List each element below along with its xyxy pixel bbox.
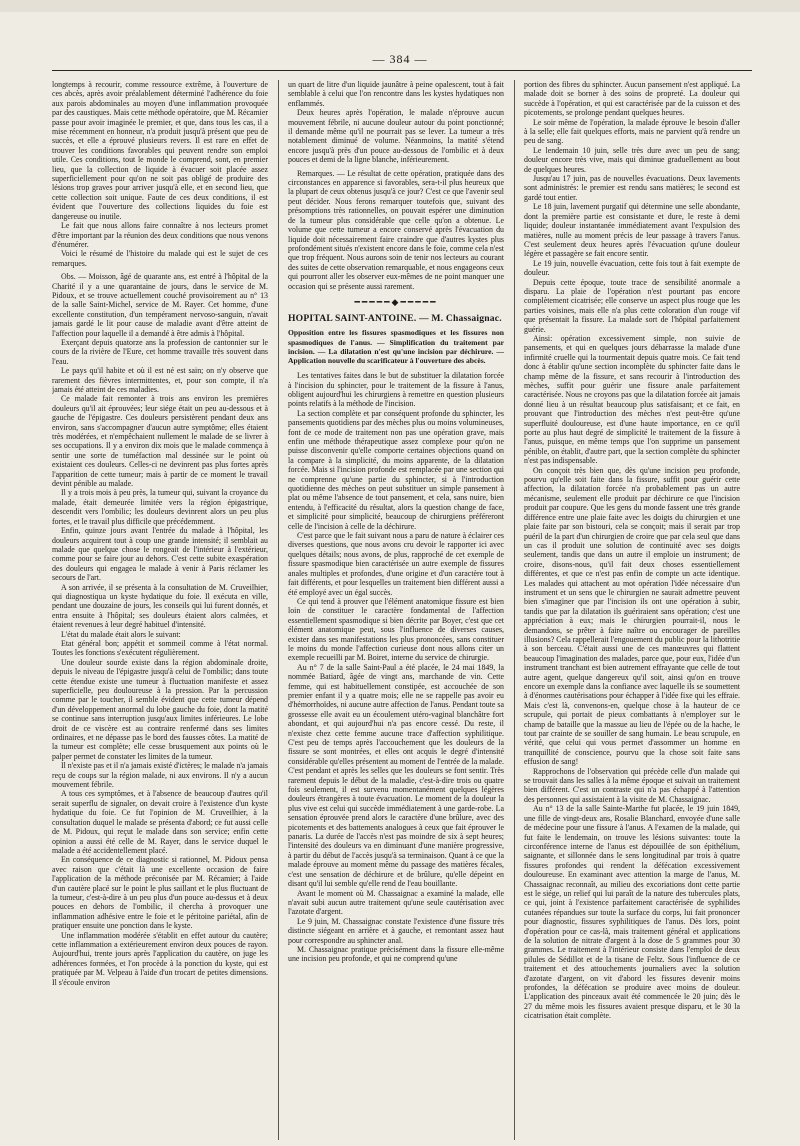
- paragraph: Enfin, quinze jours avant l'entrée du malade à l'hôpital, les douleurs acquirent tout à coup une grande intensité; il semblait au malade que quelque chose le rongeait de l'intérieur à l'extérieur, comme pour se faire jour au dehors. C'est cette subite exaspération des douleurs qui engagea le malade à venir à Paris réclamer les secours de l'art.: [52, 526, 268, 583]
- paragraph: un quart de litre d'un liquide jaunâtre à peine opalescent, tout à fait semblable à celui que l'on rencontre dans les kystes hydatiques non enflammés.: [288, 80, 504, 108]
- paragraph: Une inflammation modérée s'établit en effet autour du cautère; cette inflammation a extérieurement environ deux pouces de rayon. Aujourd'hui, trente jours après l'application du cautère, on juge les adhérences formées, et l'on procède à la ponction du kyste, qui est pratiquée par M. Velpeau à l'aide d'un trocart de petites dimensions. Il s'écoule environ: [52, 930, 268, 987]
- paragraph: C'est parce que le fait suivant nous a paru de nature à éclairer ces diverses questions, que nous avons cru devoir le rapporter ici avec quelques détails; nous avons, de plus, rapproché de cet exemple de fissure spasmodique bien caractérisée un autre exemple de fissures anales multiples et profondes, d'une origine et d'un caractère tout à fait différents, et pour lesquelles un traitement bien différent aussi a été employé avec un égal succès.: [288, 531, 504, 597]
- paragraph: Il y a trois mois à peu près, la tumeur qui, suivant la croyance du malade, était demeurée limitée vers la région épigastrique, descendit vers l'ombilic; les douleurs devinrent alors un peu plus fortes, et le travail plus difficile que précédemment.: [52, 488, 268, 526]
- paragraph: Exerçant depuis quatorze ans la profession de cantonnier sur le cours de la rivière de l'Eure, cet homme travaille très souvent dans l'eau.: [52, 337, 268, 366]
- column-divider: [514, 80, 515, 1140]
- section-ornament: ━━━━━◆━━━━━: [354, 296, 438, 307]
- remarks-paragraph: Remarques. — Le résultat de cette opération, pratiquée dans des circonstances en apparence si favorables, sera-t-il plus heureux que la plupart de ceux obtenus jusqu'à ce jour? C'est ce que l'avenir seul peut décider. Nous ferons remarquer toutefois que, suivant des présomptions très rationnelles, on pouvait espérer une diminution de la tumeur plus considérable que celle qu'on a obtenue. Le volume que cette tumeur a encore conservé après l'évacuation du liquide doit nécessairement faire craindre que d'autres kystes plus profondément situés n'existent encore dans le foie, comme cela n'est que trop fréquent. Nous aurons soin de tenir nos lecteurs au courant des suites de cette observation remarquable, et nous engageons ceux qui pourront aller les observer eux-mêmes de ne point manquer une occasion qui se présente aussi rarement.: [288, 168, 504, 291]
- paragraph: Avant le moment où M. Chassaignac a examiné la malade, elle n'avait subi aucun autre traitement qu'une seule cautérisation avec l'azotate d'argent.: [288, 888, 504, 917]
- paragraph: Le soir même de l'opération, la malade éprouve le besoin d'aller à la selle; elle fait quelques efforts, mais ne parvient qu'à rendre un peu de sang.: [524, 117, 740, 146]
- column-divider: [278, 80, 279, 1140]
- paragraph: En conséquence de ce diagnostic si rationnel, M. Pidoux pensa avec raison que c'était là une excellente occasion de faire l'application de la méthode préconisée par M. Récamier; à l'aide d'un cautère placé sur le point le plus saillant et le plus fluctuant de la tumeur, c'est-à-dire à un peu plus d'un pouce au-dessus et à deux pouces en dehors de l'ombilic, il chercha à provoquer une inflammation adhésive entre le foie et le péritoine pariétal, afin de pratiquer ensuite une ponction dans le kyste.: [52, 855, 268, 931]
- paragraph: M. Chassaignac pratique précisément dans la fissure elle-même une incision peu profonde, et qui ne comprend qu'une: [288, 944, 504, 964]
- paragraph: Une douleur sourde existe dans la région abdominale droite, depuis le niveau de l'épigastre jusqu'à celui de l'ombilic; dans toute cette étendue existe une tumeur à fluctuation manifeste et assez superficielle, peu douloureuse à la pression. Par la percussion comme par le toucher, il semble évident que cette tumeur dépend d'un développement anormal du lobe gauche du foie, dont la matité se continue sans interruption jusqu'aux limites inférieures. Le lobe droit de ce viscère est au contraire renfermé dans ses limites ordinaires, et ne dépasse pas le bord des fausses côtes. La matité de la tumeur est complète; elle cesse brusquement aux points où le palper permet de constater les limites de la tumeur.: [52, 657, 268, 761]
- paragraph: L'état du malade était alors le suivant:: [61, 629, 181, 639]
- paragraph: Le pays qu'il habite et où il est né est sain; on n'y observe que rarement des fièvres intermittentes, et, pour son compte, il n'a jamais été atteint de ces maladies.: [52, 366, 268, 394]
- paragraph: Voici le résumé de l'histoire du malade qui est le sujet de ces remarques.: [52, 249, 268, 268]
- paragraph: longtemps à recourir, comme ressource extrême, à l'ouverture de ces abcès, après avoir préalablement déterminé l'adhérence du foie aux parois abdominales au moyen d'une inflammation provoquée par des caustiques. Mais cette méthode opératoire, que M. Récamier passe pour avoir imaginée le premier, et que, dans tous les cas, il a mise récemment en honneur, n'a produit jusqu'à présent que peu de succès, et elle a éprouvé plusieurs revers. Il est rare en effet de trouver les conditions favorables qui peuvent rendre son emploi utile. Ces conditions, tout le monde le comprend, sont, en premier lieu, que la collection de liquide à évacuer soit placée assez superficiellement pour qu'on ne soit pas obligé de produire des lésions trop graves pour arriver jusqu'à elle, et en second lieu, que cette collection soit unique. Faute de ces deux conditions, il est évident que l'ouverture des collections liquides du foie est dangereuse ou inutile.: [52, 80, 268, 221]
- paragraph: Ce malade fait remonter à trois ans environ les premières douleurs qu'il ait éprouvées; leur siége était un peu au-dessous et à gauche de l'épigastre. Ces douleurs persistèrent pendant deux ans environ, sans s'accompagner d'aucun autre symptôme; elles étaient très modérées, et n'empêchaient nullement le malade de se livrer à ses occupations. Il y a environ dix mois que le malade commença à sentir une sorte de tuméfaction mal dessinée sur le point où existaient ces douleurs. Celles-ci ne devinrent pas plus fortes après l'apparition de cette tumeur; mais à partir de ce moment le travail devint pénible au malade.: [52, 394, 268, 489]
- paragraph: Au n° 13 de la salle Sainte-Marthe fut placée, le 19 juin 1849, une fille de vingt-deux ans, Rosalie Blanchard, envoyée d'une salle de médecine pour une fissure à l'anus. A l'examen de la malade, qui fut faite le lendemain, on trouve les lésions suivantes: toute la circonférence interne de l'anus est dépouillée de son épithélium, saignante, et sillonnée dans le sens longitudinal par trois à quatre fissures profondes qui rendent la défécation excessivement douloureuse. En examinant avec attention la marge de l'anus, M. Chassaignac reconnaît, au milieu des excoriations dont cette partie est le siége, un relief qui lui paraît de la nature des tubercules plats, ce qui, joint à l'existence parfaitement caractérisée de syphilides cutanées répandues sur toute la surface du corps, lui fait prononcer pour diagnostic, fissures syphilitiques de l'anus. Dès lors, point d'opération pour ce cas-là, mais traitement général et applications de la solution de nitrate d'argent à la dose de 5 grammes pour 30 grammes. Le traitement à l'intérieur consiste dans l'emploi de deux pilules de Sédillot et de la tisane de Feltz. Sous l'influence de ce traitement et des attouchements journaliers avec la solution d'azotate d'argent, on vit d'abord les fissures devenir moins profondes, la défécation se produire avec moins de douleur. L'application des pinceaux avait été commencée le 20 juin; dès le 27 du même mois les fissures avaient presque disparu, et le 30 la cicatrisation était complète.: [524, 804, 740, 1021]
- paragraph: Le lendemain 10 juin, selle très dure avec un peu de sang; douleur encore très vive, mais qui diminue graduellement au bout de quelques heures.: [524, 145, 740, 174]
- section-heading: HOPITAL SAINT-ANTOINE. — M. Chassaignac.: [288, 313, 502, 325]
- paragraph: Jusqu'au 17 juin, pas de nouvelles évacuations. Deux lavements sont administrés: le premier est rendu sans matières; le second est gardé tout entier.: [524, 174, 740, 202]
- paragraph: Ainsi: opération excessivement simple, non suivie de pansements, et qui en quelques jours débarrasse la malade d'une infirmité cruelle qui la tourmentait depuis quatre mois. Ce fait tend donc à établir qu'une section incomplète du sphincter faite dans le champ même de la fissure, et sans recourir à l'introduction des mèches, suffit pour guérir une fissure anale parfaitement caractérisée. Nous ne croyons pas que la dilatation forcée ait jamais donné lieu à un résultat beaucoup plus satisfaisant; et ce fait, en prouvant que l'introduction des mèches n'est peut-être qu'une superfluité douloureuse, est d'une haute importance, en ce qu'il porte au plus haut degré de simplicité le traitement de la fissure à l'anus, puisque, en même temps que l'on supprime un pansement pénible, on établit, d'autre part, que la section complète du sphincter n'est pas indispensable.: [524, 333, 740, 466]
- paragraph: Le 19 juin, nouvelle évacuation, cette fois tout à fait exempte de douleur.: [524, 258, 740, 278]
- paragraph: Deux heures après l'opération, le malade n'éprouve aucun mouvement fébrile, ni aucune douleur autour du point ponctionné; il demande même qu'il ne pourrait pas se lever. La tumeur a très notablement diminué de volume. Néanmoins, la matité s'étend encore jusqu'à près d'un pouce au-dessous de l'ombilic et à deux pouces et demi de la ligne blanche, inférieurement.: [288, 108, 504, 165]
- paragraph: portion des fibres du sphincter. Aucun pansement n'est appliqué. La malade doit se borner à des soins de propreté. La douleur qui succède à l'opération, et qui est caractérisée par de la cuisson et des picotements, se prolonge pendant quelques heures.: [524, 80, 740, 118]
- paragraph: On conçoit très bien que, dès qu'une incision peu profonde, pourvu qu'elle soit faite dans la fissure, suffit pour guérir cette affection, la dilatation forcée n'a probablement pas un autre mécanisme, seulement elle produit par déchirure ce que l'incision produit par coupure. Que les gens du monde fassent une très grande différence entre une plaie faite avec les doigts du chirurgien et une plaie faite par son bistouri, cela se conçoit; mais il serait par trop puéril de la part d'un chirurgien de croire que par cela seul que dans un cas il produit une solution de continuité avec ses doigts seulement, tandis que dans un autre il emploie un instrument; de croire, disons-nous, qu'il fait deux choses essentiellement différentes, et que ce n'est pas enfin de compte un acte identique. Les malades qui attachent au mot opération l'idée nécessaire d'un instrument et un sens que le chirurgien ne saurait admettre peuvent bien s'imaginer que par l'incision ils ont une opération à subir, tandis que par la dilatation ils guériraient sans opération; c'est une appréciation à eux; mais le chirurgien pourrait-il, nous le demandons, se prêter à faire naître ou encourager de pareilles illusions? Cela rappellerait l'engouement du public pour la lithotritie à son berceau. C'était aussi une de ces manœuvres qui flattent beaucoup l'imagination des malades, parce que, pour eux, l'idée d'un instrument tranchant est bien autrement effrayante que celle de tout autre agent, quelque dangereux qu'il soit, ainsi qu'on en trouve encore un exemple dans la confiance avec laquelle ils se soumettent à d'énormes cautérisations pour échapper à l'idée fixe qui les effraie. Mais c'est là, convenons-en, quelque chose à la hauteur de ce scrupule, qui portait de pieux combattants à n'employer sur le champ de bataille que la massue au lieu de l'épée ou de la hache, le tout par crainte de se souiller de sang humain. Le beau scrupule, en vérité, que celui qui vous permet d'assommer un homme en tranquillité de conscience, pourvu que la chose soit faite sans effusion de sang!: [524, 465, 740, 767]
- paragraph: Au n° 7 de la salle Saint-Paul a été placée, le 24 mai 1849, la nommée Batiard, âgée de vingt ans, marchande de vin. Cette femme, qui est habituellement constipée, est accouchée de son premier enfant il y a quatre mois; elle ne se rappelle pas avoir eu d'hémorrhoïdes, ni aucune autre affection de l'anus. Pendant toute sa grossesse elle avait eu un écoulement utéro-vaginal blanchâtre fort abondant, et qui aujourd'hui n'a pas encore cessé. Du reste, il n'existe chez cette femme aucune trace d'affection syphilitique. C'est peu de temps après l'accouchement que les douleurs de la fissure se sont montrées, et elles ont acquis le degré d'intensité considérable qu'elles présentent au moment de l'entrée de la malade. C'est pendant et après les selles que les douleurs se font sentir. Très rarement depuis le début de la maladie, c'est-à-dire trois ou quatre fois seulement, il est survenu momentanément quelques légères douleurs étrangères à toute évacuation. Le moment de la douleur la plus vive est celui qui succède immédiatement à une garde-robe. La sensation éprouvée prend alors le caractère d'une brûlure, avec des picotements et des battements analogues à ceux que fait éprouver le panaris. La durée de l'accès n'est pas moindre de six à sept heures; l'intensité des douleurs va en diminuant d'une manière progressive, à partir du début de l'accès jusqu'à sa terminaison. Quant à ce que la malade éprouve au moment même du passage des matières fécales, c'est une sensation de déchirure et de brûlure, qu'elle dépeint en disant qu'il lui semble qu'elle rend de l'eau bouillante.: [288, 662, 504, 889]
- scan-edge: [0, 0, 800, 12]
- paragraph: Depuis cette époque, toute trace de sensibilité anormale a disparu. La plaie de l'opération n'est pourtant pas encore complètement cicatrisée; elle conserve un aspect plus rouge que les parties voisines, mais elle n'a plus cette coloration d'un rouge vif que présentait la fissure. La malade sort de l'hôpital parfaitement guérie.: [524, 277, 740, 334]
- paragraph: Le 18 juin, lavement purgatif qui détermine une selle abondante, dont la première partie est consistante et dure, le reste à demi liquide; douleur instantanée immédiatement avant l'expulsion des matières, nulle au moment précis de leur passage à travers l'anus. C'est seulement deux heures après l'évacuation qu'une douleur légère et passagère se fait encore sentir.: [524, 202, 740, 259]
- section-abstract: Opposition entre les fissures spasmodiques et les fissures non spasmodiques de l'anus. — Simplification du traitement par incision. — La dilatation n'est qu'une incision par déchirure. — Application nouvelle du scarificateur à l'ouverture des abcès.: [288, 328, 504, 365]
- paragraph: Rapprochons de l'observation qui précède celle d'un malade qui se trouvait dans les salles à la même époque et suivait un traitement bien différent. C'est un contraste qui n'a pas échappé à l'attention des personnes qui assistaient à la visite de M. Chassaignac.: [524, 766, 740, 804]
- paragraph: A tous ces symptômes, et à l'absence de beaucoup d'autres qu'il serait superflu de signaler, on devait croire à l'existence d'un kyste hydatique du foie. Ce fut l'opinion de M. Cruveilhier, à la consultation duquel le malade se présenta d'abord; ce fut aussi celle de M. Pidoux, qui reçut le malade dans son service; enfin cette opinion a aussi été celle de M. Rayer, dans le service duquel le malade a été accidentellement placé.: [52, 789, 268, 855]
- observation-paragraph: Obs. — Moisson, âgé de quarante ans, est entré à l'hôpital de la Charité il y a une quarantaine de jours, dans le service de M. Pidoux, et se trouve actuellement couché provisoirement au n° 13 de la salle Saint-Michel, service de M. Rayer. Cet homme, d'une excellente constitution, d'un tempérament nervoso-sanguin, n'avait jamais gardé le lit pour cause de maladie avant d'être atteint de l'affection pour laquelle il a demandé à être admis à l'hôpital.: [52, 272, 268, 338]
- header-rule: [52, 70, 752, 71]
- column-1: [52, 80, 268, 1140]
- paragraph: A son arrivée, il se présenta à la consultation de M. Cruveilhier, qui diagnostiqua un kyste hydatique du foie. Il exécuta en ville, pendant une douzaine de jours, les conseils qui lui furent donnés, et entra ensuite à l'hôpital; ses douleurs étaient alors calmées, et étaient revenues à leur degré habituel d'intensité.: [52, 582, 268, 630]
- paragraph: La section complète et par conséquent profonde du sphincter, les pansements quotidiens par des mèches plus ou moins volumineuses, font de ce mode de traitement non pas une opération grave, mais enfin une méthode thérapeutique assez complexe pour qu'on ne puisse disconvenir qu'elle comporte certaines objections quand on la compare à la simplicité, du moins apparente, de la dilatation forcée. Mais si l'incision profonde est remplacée par une section qui ne comprenne qu'une partie du sphincter, si à l'introduction quotidienne des mèches on peut substituer un simple pansement à plat ou même l'absence de tout pansement, et cela, sans nuire, bien entendu, à l'efficacité du résultat, alors la question change de face, et simplicité pour simplicité, beaucoup de chirurgiens préféreront celle de l'incision à celle de la déchirure.: [288, 408, 504, 531]
- paragraph: Les tentatives faites dans le but de substituer la dilatation forcée à l'incision du sphincter, pour le traitement de la fissure à l'anus, obligent aujourd'hui les chirurgiens à remettre en question plusieurs points relatifs à la méthode de l'incision.: [288, 371, 504, 409]
- paragraph: Il n'existe pas et il n'a jamais existé d'ictères; le malade n'a jamais reçu de coups sur la région malade, ni aux environs. Il n'y a aucun mouvement fébrile.: [52, 761, 268, 790]
- column-2: [288, 80, 504, 1140]
- paragraph: Le fait que nous allons faire connaître à nos lecteurs promet d'être important par la réunion des deux conditions que nous venons d'énumérer.: [52, 221, 268, 249]
- page-number: — 384 —: [372, 52, 428, 66]
- paragraph: Le 9 juin, M. Chassaignac constate l'existence d'une fissure très distincte siégeant en arrière et à gauche, et remontant assez haut pour correspondre au sphincter anal.: [288, 916, 504, 945]
- paragraph: Etat général bon; appétit et sommeil comme à l'état normal. Toutes les fonctions s'exécutent régulièrement.: [52, 638, 268, 658]
- column-3: [524, 80, 740, 1140]
- paragraph: Ce qui tend à prouver que l'élément anatomique fissure est bien loin de constituer le caractère fondamental de l'affection essentiellement spasmodique si bien décrite par Boyer, c'est que cet élément anatomique peut, sous l'influence de diverses causes, exister dans ses manifestations les plus prononcées, sans constituer le moins du monde l'affection curieuse dont nous allons citer un exemple recueilli par M. Boiret, interne du service de chirurgie.: [288, 596, 504, 663]
